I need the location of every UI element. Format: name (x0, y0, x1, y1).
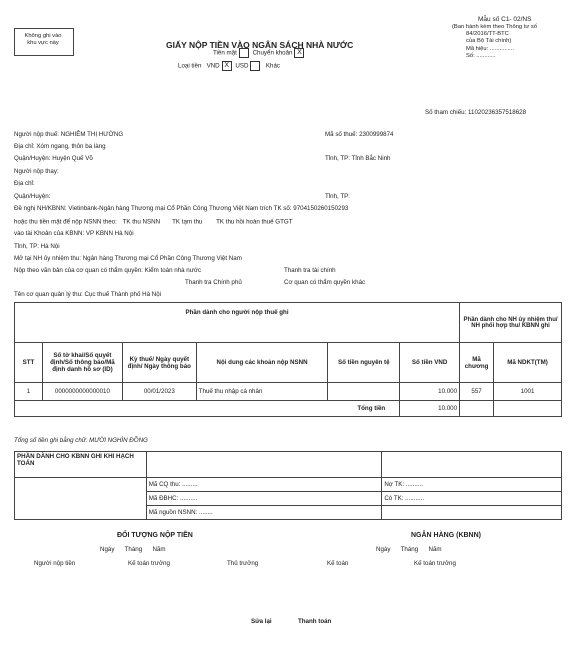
empty-cell (460, 401, 494, 417)
no-tk[interactable]: Nợ TK: .......... (382, 478, 562, 492)
form-note-1: (Ban hành kèm theo Thông tư số (452, 24, 537, 30)
usd-label: USD (235, 62, 249, 70)
form-note-2: 84/2016/TT-BTC (466, 31, 509, 37)
col-doc-number: Số tờ khai/Số quyết định/Số thông báo/Mã định danh hồ sơ (ID) (42, 343, 122, 383)
kbnn-title: PHẦN DÀNH CHO KBNN GHI KHI HẠCH TOÁN (15, 452, 147, 478)
payer-address: Địa chỉ: Xóm ngang, thôn ba làng (14, 143, 106, 150)
ma-dbhc[interactable]: Mã ĐBHC: .......... (146, 492, 382, 506)
total-value: 10.000 (400, 401, 460, 417)
cell-ndkt-code: 1001 (494, 383, 562, 401)
form-number: Mẫu số C1- 02/NS (478, 16, 532, 23)
payer-name: Người nộp thuế: NGHIÊM THỊ HƯỜNG (14, 131, 124, 138)
table-header-row (15, 343, 562, 383)
bank-date: Ngày Tháng Năm (376, 546, 442, 553)
authority-line: Nộp theo văn bản của cơ quan có thẩm quyền: Kiểm toán nhà nước (14, 267, 202, 274)
col-ndkt-code: Mã NDKT(TM) (494, 343, 562, 383)
ref-value: 11020236357518628 (468, 109, 527, 116)
section-right-header: Phần dành cho NH ủy nhiệm thu/ NH phối hợp thu/ KBNN ghi (460, 303, 562, 343)
cell-period: 00/01/2023 (122, 383, 196, 401)
empty-cell (382, 452, 562, 478)
collecting-bank: Mở tại NH ủy nhiệm thu: Ngân hàng Thương mại Cổ Phần Công Thương Việt Nam (14, 255, 242, 262)
co-tk[interactable]: Có TK: ........... (382, 492, 562, 506)
correct-link[interactable]: Sửa lại (251, 618, 272, 625)
payment-link[interactable]: Thanh toán (298, 618, 332, 625)
pay-into-line: hoặc thu tiền mặt để nộp NSNN theo: TK thu NSNN TK tạm thu TK thu hồi hoàn thuế GTGT (14, 218, 293, 226)
role-bank-chief-accountant: Kế toán trưởng (414, 560, 456, 567)
proxy-province: Tỉnh, TP: (325, 193, 350, 200)
bank-line: Đề nghị NH/KBNN: Vietinbank-Ngân hàng Thương mại Cổ Phần Công Thương Việt Nam trích TK số: 9704150260150293 (14, 205, 349, 212)
col-stt: STT (15, 343, 43, 383)
col-chapter-code: Mã chương (460, 343, 494, 383)
opt-co-quan-khac[interactable]: Cơ quan có thẩm quyền khác (284, 279, 366, 286)
other-currency-label: Khác (265, 62, 281, 70)
role-head: Thủ trưởng (227, 560, 259, 567)
total-row (15, 401, 562, 417)
ma-nguon[interactable]: Mã nguồn NSNN: ........ (146, 506, 382, 520)
no-write-text: Không ghi vào khu vực này (24, 33, 62, 46)
col-foreign-amount: Số tiền nguyên tệ (328, 343, 400, 383)
empty-cell (382, 506, 562, 520)
payer-district: Quận/Huyện: Huyện Quế Võ (14, 155, 93, 162)
empty-cell (494, 401, 562, 417)
kbnn-accounting-table (14, 451, 562, 520)
ma-cq-thu[interactable]: Mã CQ thu: ......... (146, 478, 382, 492)
bank-signature-title: NGÂN HÀNG (KBNN) (411, 532, 481, 539)
proxy-district: Quận/Huyện: (14, 193, 51, 200)
kbnn-account: vào tài Khoản của KBNN: VP KBNN Hà Nội (14, 230, 134, 237)
transfer-label: Chuyển khoản (252, 49, 293, 57)
role-payer: Người nộp tiền (34, 560, 76, 567)
role-chief-accountant: Kế toán trưởng (128, 560, 170, 567)
currency-row (178, 61, 280, 71)
payer-signature-title: ĐỐI TƯỢNG NỘP TIỀN (117, 532, 193, 539)
tax-items-table (14, 302, 562, 417)
total-label: Tổng tiền (15, 401, 400, 417)
col-vnd-amount: Số tiền VND (400, 343, 460, 383)
col-content: Nội dung các khoản nộp NSNN (196, 343, 328, 383)
amount-in-words: Tổng số tiền ghi bằng chữ: MƯỜI NGHÌN ĐỒNG (14, 437, 148, 444)
payment-method-row (213, 48, 306, 58)
cell-content: Thuế thu nhập cá nhân (196, 383, 328, 401)
ref-label: Số tham chiếu: (425, 109, 467, 116)
kbnn-province: Tỉnh, TP: Hà Nội (14, 243, 60, 250)
payer-province: Tỉnh, TP: Tỉnh Bắc Ninh (325, 155, 391, 162)
section-left-header: Phần dành cho người nộp thuế ghi (15, 303, 460, 343)
vnd-checkbox[interactable]: X (222, 61, 232, 71)
empty-cell (15, 478, 147, 520)
form-note-3: của Bộ Tài chính) (466, 38, 512, 44)
role-bank-accountant: Kế toán (327, 560, 349, 567)
reference-number (425, 109, 526, 116)
cell-vnd-amount: 10.000 (400, 383, 460, 401)
opt-kiem-toan[interactable]: Kiểm toán nhà nước (144, 267, 202, 274)
tk-hoan-thue[interactable]: TK thu hồi hoàn thuế GTGT (216, 218, 293, 226)
transfer-checkbox[interactable]: X (294, 48, 304, 58)
col-period: Kỳ thuế/ Ngày quyết định/ Ngày thông báo (122, 343, 196, 383)
cash-checkbox[interactable] (239, 48, 249, 58)
tk-tam-thu[interactable]: TK tạm thu (172, 218, 203, 226)
tax-code-value: 2300999874 (359, 131, 394, 138)
opt-thanh-tra-chinh-phu[interactable]: Thanh tra Chính phủ (185, 279, 242, 286)
table-row (15, 383, 562, 401)
page-title: GIẤY NỘP TIỀN VÀO NGÂN SÁCH NHÀ NƯỚC (166, 40, 354, 50)
payer-date: Ngày Tháng Năm (100, 546, 166, 553)
cell-doc-number: 0000000000000010 (42, 383, 122, 401)
payer-name-value: NGHIÊM THỊ HƯỜNG (60, 131, 124, 138)
currency-label: Loại tiền (178, 62, 202, 70)
proxy-name: Người nộp thay: (14, 168, 59, 175)
vnd-label: VND (206, 62, 220, 70)
cash-label: Tiền mặt (213, 49, 237, 57)
payer-tax-code: Mã số thuế: 2300999874 (325, 131, 394, 138)
cell-stt: 1 (15, 383, 43, 401)
proxy-address: Địa chỉ: (14, 180, 35, 187)
usd-checkbox[interactable] (250, 61, 260, 71)
form-sign: Mã hiệu: ............... (466, 46, 515, 52)
collecting-agency: Tên cơ quan quản lý thu: Cục thuế Thành phố Hà Nội (14, 291, 162, 298)
opt-thanh-tra-tai-chinh[interactable]: Thanh tra tài chính (284, 267, 336, 274)
form-no2: Số: ............ (466, 53, 496, 59)
cell-chapter-code: 557 (460, 383, 494, 401)
cell-foreign-amount (328, 383, 400, 401)
empty-cell (146, 452, 382, 478)
